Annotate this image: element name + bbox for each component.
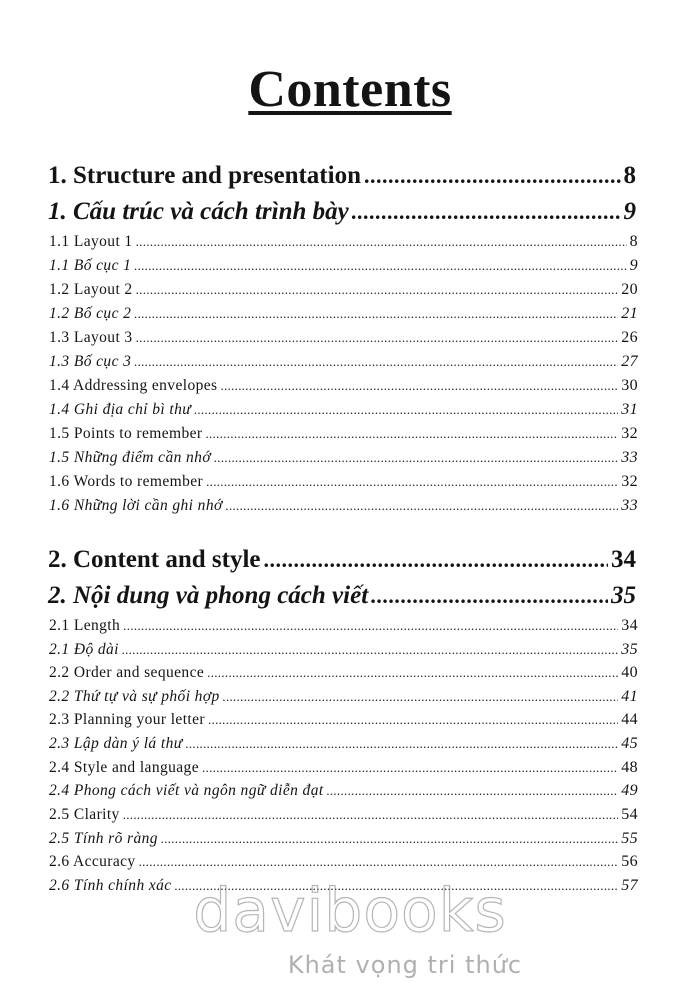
page-number: 41 [621, 688, 638, 705]
toc-entry-label: 1.1 Layout 1 [49, 233, 133, 250]
dot-leader [364, 163, 621, 189]
dot-leader [136, 234, 627, 250]
toc-entry [0, 641, 700, 663]
dot-leader [208, 712, 618, 728]
dot-leader [264, 547, 608, 573]
page-number: 21 [621, 305, 638, 322]
page-number: 20 [621, 281, 638, 298]
page-number: 35 [611, 582, 636, 609]
toc-entry [0, 353, 700, 375]
toc-entry-label: 2.5 Clarity [49, 806, 120, 823]
toc-entry [0, 782, 700, 804]
toc-entry [0, 617, 700, 639]
section-1-heading-en [0, 162, 700, 196]
toc-entry [0, 305, 700, 327]
page-number: 9 [623, 198, 636, 225]
toc-entry [0, 688, 700, 710]
page-number: 34 [621, 617, 638, 634]
toc-entry-label: 2.6 Tính chính xác [49, 877, 172, 894]
dot-leader [205, 426, 618, 442]
toc-entry-label: 2.4 Phong cách viết và ngôn ngữ diễn đạt [49, 782, 324, 799]
toc-entry [0, 664, 700, 686]
page-number: 40 [621, 664, 638, 681]
toc-entry [0, 830, 700, 852]
toc-entry [0, 257, 700, 279]
toc-entry [0, 449, 700, 471]
toc-entry [0, 233, 700, 255]
toc-entry [0, 281, 700, 303]
dot-leader [139, 854, 619, 870]
page-number: 8 [629, 233, 638, 250]
section-2-heading-vi [0, 582, 700, 616]
dot-leader [327, 783, 619, 799]
toc-entry-label: 1.3 Bố cục 3 [49, 353, 132, 370]
page-number: 32 [621, 425, 638, 442]
toc-entry [0, 401, 700, 423]
dot-leader [220, 378, 618, 394]
page-number: 54 [621, 806, 638, 823]
toc-entry-label: 1.5 Những điểm cần nhớ [49, 449, 211, 466]
toc-entry-label: 2.1 Length [49, 617, 121, 634]
dot-leader [161, 831, 618, 847]
toc-entry-label: 2.1 Độ dài [49, 641, 119, 658]
dot-leader [371, 583, 608, 609]
toc-entry [0, 711, 700, 733]
page-number: 32 [621, 473, 638, 490]
toc-entry-label: 2.5 Tính rõ ràng [49, 830, 158, 847]
section-1-heading-vi [0, 198, 700, 232]
page-title: Contents [248, 61, 452, 118]
toc-entry-label: 1.3 Layout 3 [49, 329, 133, 346]
page-number: 34 [611, 546, 636, 573]
toc-entry-label: 2.6 Accuracy [49, 853, 136, 870]
page-number: 26 [621, 329, 638, 346]
dot-leader [134, 306, 618, 322]
dot-leader [123, 618, 618, 634]
section-2-heading-en [0, 546, 700, 580]
dot-leader [123, 807, 618, 823]
toc-entry [0, 735, 700, 757]
toc-entry [0, 425, 700, 447]
toc-entry-label: 2.3 Planning your letter [49, 711, 205, 728]
watermark-logo: davibooks [193, 876, 507, 946]
toc-entry [0, 473, 700, 495]
toc-entry-label: 1.2 Layout 2 [49, 281, 133, 298]
toc-entry-label: 2.3 Lập dàn ý lá thư [49, 735, 183, 752]
dot-leader [136, 282, 619, 298]
page-number: 27 [621, 353, 638, 370]
dot-leader [202, 760, 618, 776]
dot-leader [207, 665, 618, 681]
watermark-tagline: Khát vọng tri thức [287, 951, 523, 979]
toc-entry-label: 1.4 Ghi địa chỉ bì thư [49, 401, 192, 418]
toc-entry-label: 1.5 Points to remember [49, 425, 203, 442]
dot-leader [214, 450, 618, 466]
toc-entry [0, 497, 700, 519]
page-number: 49 [621, 782, 638, 799]
page-number: 35 [621, 641, 638, 658]
toc-entry [0, 759, 700, 781]
page-number: 56 [621, 853, 638, 870]
section-heading-label: 1. Structure and presentation [48, 162, 361, 189]
dot-leader [206, 474, 618, 490]
toc-entry-label: 1.1 Bố cục 1 [49, 257, 132, 274]
toc-entry [0, 853, 700, 875]
page-number: 33 [621, 497, 638, 514]
page-number: 31 [621, 401, 638, 418]
dot-leader [134, 258, 626, 274]
toc-entry [0, 806, 700, 828]
page-number: 55 [621, 830, 638, 847]
toc-entry [0, 329, 700, 351]
page-number: 45 [621, 735, 638, 752]
toc-entry-label: 2.2 Order and sequence [49, 664, 205, 681]
dot-leader [226, 498, 619, 514]
dot-leader [134, 354, 618, 370]
section-heading-label: 2. Nội dung và phong cách viết [48, 582, 369, 609]
dot-leader [352, 199, 621, 225]
section-heading-label: 2. Content and style [48, 546, 261, 573]
toc-entry-label: 1.4 Addressing envelopes [49, 377, 218, 394]
page-number: 48 [621, 759, 638, 776]
toc-entry-label: 1.2 Bố cục 2 [49, 305, 132, 322]
dot-leader [223, 689, 619, 705]
dot-leader [136, 330, 619, 346]
page-number: 9 [629, 257, 638, 274]
dot-leader [186, 736, 619, 752]
page-number: 33 [621, 449, 638, 466]
page-number: 8 [623, 162, 636, 189]
page-number: 44 [621, 711, 638, 728]
page-number: 57 [621, 877, 638, 894]
dot-leader [122, 642, 618, 658]
toc-entry-label: 1.6 Words to remember [49, 473, 204, 490]
section-heading-label: 1. Cấu trúc và cách trình bày [48, 198, 349, 225]
dot-leader [194, 402, 618, 418]
page-number: 30 [621, 377, 638, 394]
toc-entry-label: 2.4 Style and language [49, 759, 199, 776]
toc-entry-label: 2.2 Thứ tự và sự phối hợp [49, 688, 220, 705]
toc-entry-label: 1.6 Những lời cần ghi nhớ [49, 497, 223, 514]
toc-entry [0, 377, 700, 399]
